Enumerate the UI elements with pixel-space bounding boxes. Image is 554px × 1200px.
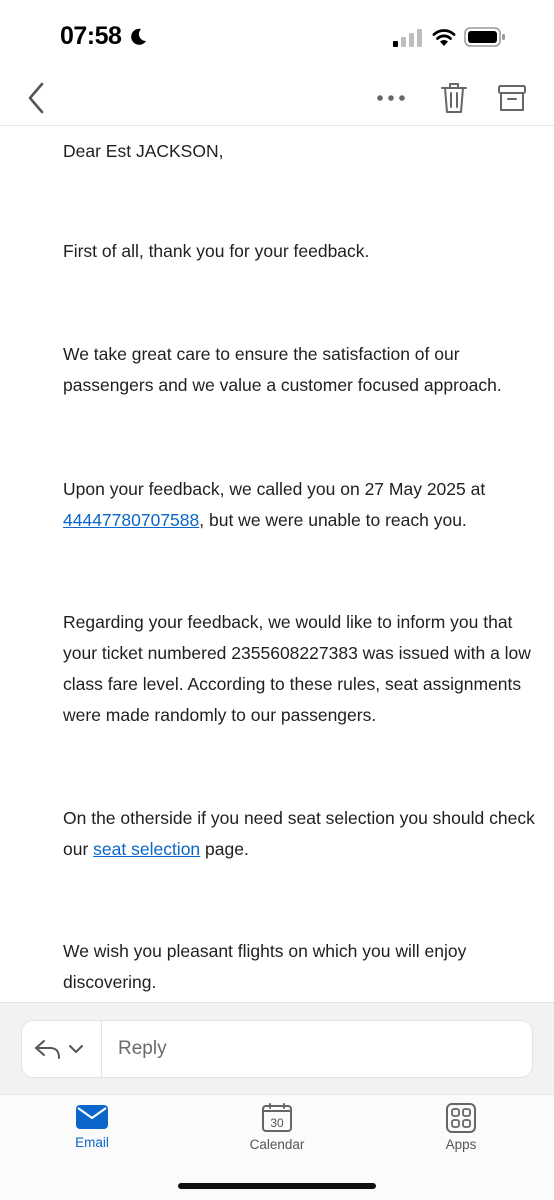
- tab-label: Apps: [445, 1137, 477, 1152]
- paragraph-text: On the otherside if you need seat selection you should check our: [63, 808, 535, 859]
- reply-options-button[interactable]: [22, 1021, 102, 1079]
- phone-link[interactable]: 44447780707588: [63, 510, 200, 530]
- email-paragraph: We take great care to ensure the satisfaction of our passengers and we value a customer focused approach.: [63, 344, 502, 395]
- apps-grid-icon: [446, 1103, 476, 1133]
- email-paragraph: First of all, thank you for your feedback.: [63, 241, 370, 261]
- trash-icon[interactable]: [438, 80, 470, 116]
- tab-email[interactable]: [47, 1103, 137, 1167]
- email-paragraph: [63, 803, 543, 865]
- tab-calendar[interactable]: [232, 1103, 322, 1167]
- paragraph-text: Upon your feedback, we called you on 27 May 2025 at: [63, 479, 486, 499]
- archive-icon[interactable]: [496, 80, 528, 116]
- paragraph-text: , but we were unable to reach you.: [199, 510, 467, 530]
- reply-box: [21, 1020, 533, 1078]
- reply-bar: [0, 1002, 554, 1094]
- email-paragraph: We wish you pleasant flights on which you will enjoy discovering.: [63, 941, 467, 992]
- chevron-left-icon[interactable]: [22, 80, 52, 116]
- paragraph-text: page.: [200, 839, 249, 859]
- tab-apps[interactable]: [416, 1103, 506, 1167]
- envelope-icon: [75, 1103, 109, 1131]
- battery-icon: [464, 26, 506, 48]
- reply-input[interactable]: Reply: [118, 1038, 167, 1059]
- more-icon[interactable]: [373, 84, 409, 112]
- wifi-icon: [432, 27, 456, 47]
- cellular-signal-icon: [393, 29, 423, 47]
- moon-icon: [128, 27, 148, 47]
- home-indicator: [178, 1183, 376, 1189]
- tab-label: Calendar: [249, 1137, 305, 1152]
- calendar-icon: [261, 1103, 293, 1133]
- email-greeting: Dear Est JACKSON,: [63, 141, 224, 161]
- message-toolbar: [0, 70, 554, 126]
- email-paragraph: Regarding your feedback, we would like to inform you that your ticket numbered 2355608227383 was issued with a low class fare level. According to these rules, seat assignments were made randomly to our passengers.: [63, 612, 531, 725]
- seat-selection-link[interactable]: seat selection: [93, 839, 201, 859]
- status-bar: [0, 0, 554, 70]
- email-paragraph: [63, 474, 543, 536]
- tab-bar: [0, 1094, 554, 1200]
- email-body: [0, 126, 554, 1002]
- status-time: 07:58: [60, 22, 122, 50]
- reply-icon: [34, 1037, 90, 1063]
- tab-label: Email: [75, 1135, 109, 1150]
- calendar-day: 30: [270, 1116, 284, 1130]
